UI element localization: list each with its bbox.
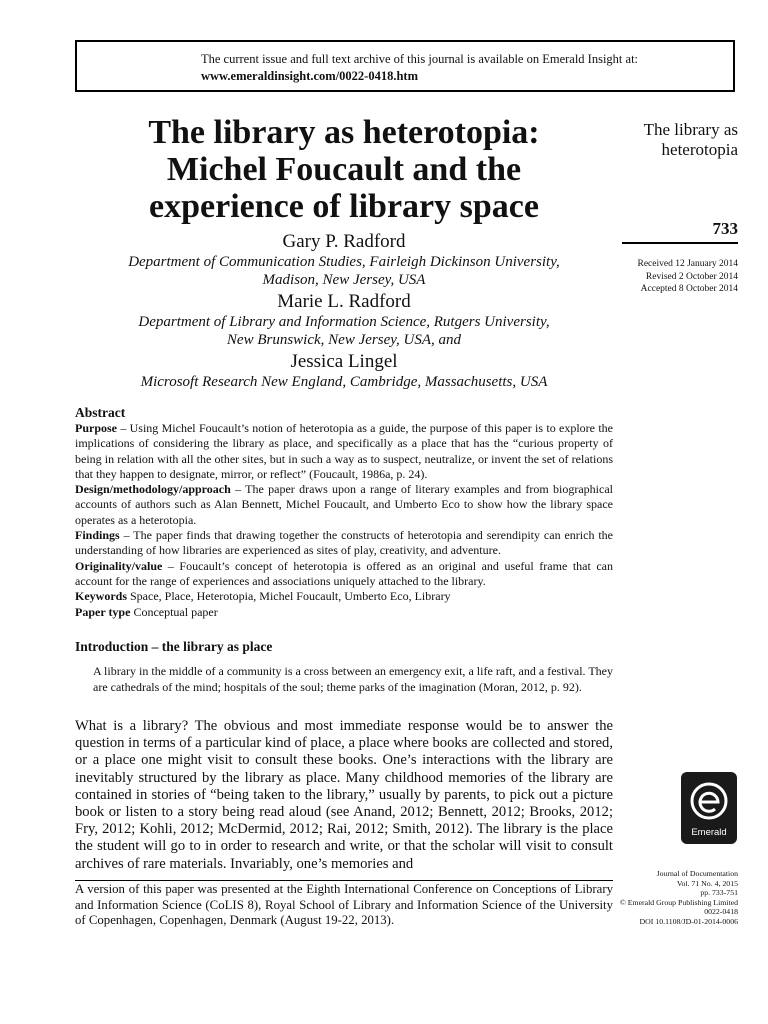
abstract-label: Purpose [75,421,117,435]
running-head-line: heterotopia [661,140,738,159]
journal-doi[interactable]: DOI 10.1108/JD-01-2014-0006 [639,916,738,926]
archive-notice-url[interactable]: www.emeraldinsight.com/0022-0418.htm [201,69,418,83]
revised-date: Revised 2 October 2014 [645,271,738,282]
author-affiliation: New Brunswick, New Jersey, USA, and [226,332,462,348]
abstract-keywords [75,589,613,604]
author-affiliation: Madison, New Jersey, USA [262,272,426,288]
paper-title-line: The library as heterotopia: [148,114,540,151]
abstract-label: Findings [75,528,120,543]
author-name: Marie L. Radford [277,291,411,312]
abstract-text: – The paper finds that drawing together the constructs of heterotopia and serendipity can enrich the understanding of how libraries are experienced as sites of play, creativity, and adventure. [75,528,613,558]
paper-title [75,114,613,225]
archive-notice-text: The current issue and full text archive of this journal is available on Emerald Insight at: [201,52,639,66]
archive-notice-box [75,40,735,92]
abstract-text: Conceptual paper [130,604,218,619]
page-number: 733 [712,219,738,238]
author-entry [75,351,613,391]
journal-issn: 0022-0418 [704,907,738,917]
journal-info [598,869,738,927]
abstract-text: – Using Michel Foucault’s notion of heterotopia as a guide, the purpose of this paper is to explore the implications of considering the library as place, and specifically as a place that has the “curious property of being in relation with all the other sites, but in such a way as to suspect, neutralize, or invent the set of relations that they happen to designate, mirror, or reflect” (Foucault, 1986a, p. 24). [75,421,613,481]
abstract-purpose [75,421,613,482]
abstract-originality [75,559,613,590]
accepted-date: Accepted 8 October 2014 [640,284,738,294]
abstract-text: Space, Place, Heterotopia, Michel Foucault, Umberto Eco, Library [127,589,451,604]
author-affiliation: Department of Library and Information Science, Rutgers University, [138,314,550,330]
author-affiliation: Microsoft Research New England, Cambridge, Massachusetts, USA [140,374,548,390]
abstract-paper-type [75,605,613,620]
abstract-text: – The paper draws upon a range of literary examples and from biographical accounts of authors such as Alan Bennett, Michel Foucault, and Umberto Eco to show how the library space operates as a heterotopia. [75,482,613,527]
author-name: Gary P. Radford [282,231,406,252]
page-number-rule [622,242,738,244]
emerald-logo-text: Emerald [691,827,727,838]
emerald-logo [681,772,737,844]
running-head [620,120,738,160]
journal-copyright: © Emerald Group Publishing Limited [619,897,738,907]
abstract-label: Keywords [75,589,127,604]
abstract-label: Design/methodology/approach [75,482,231,497]
author-name: Jessica Lingel [290,351,398,372]
paper-title-line: experience of library space [149,188,539,225]
abstract-text: – Foucault’s concept of heterotopia is offered as an original and useful frame that can account for the range of experiences and associations uniquely attached to the library. [75,558,613,588]
paper-title-line: Michel Foucault and the [166,151,522,188]
title-block [75,114,613,391]
section-heading: Introduction – the library as place [75,639,273,654]
journal-pages: pp. 733-751 [700,888,738,898]
running-head-line: The library as [643,120,738,139]
received-date: Received 12 January 2014 [637,259,738,269]
abstract-heading: Abstract [75,405,126,420]
abstract-label: Originality/value [75,558,163,573]
author-affiliation: Department of Communication Studies, Fairleigh Dickinson University, [128,254,560,270]
abstract-body [75,421,613,620]
epigraph-quote: A library in the middle of a community is a cross between an emergency exit, a life raft, and a festival. They are cathedrals of the mind; hospitals of the soul; theme parks of the imagination (Moran, 2012, p. 92). [93,664,613,694]
footnote-rule [75,880,613,881]
submission-dates [600,258,738,296]
author-entry [75,231,613,289]
emerald-e-icon [689,780,729,822]
journal-name: Journal of Documentation [656,869,738,878]
abstract-label: Paper type [75,604,131,619]
body-paragraph: What is a library? The obvious and most immediate response would be to answer the question in terms of a particular kind of place, a place where books are collected and stored, or a place one might visit to consult these books. One’s interactions with the library are inevitably structured by the library as place. Many childhood memories of the library are contained in stories of “being taken to the library,” usually by parents, to pick out a picture book or listen to a story being read aloud (see Anand, 2012; Bennett, 2012; Brooks, 2012; Fry, 2012; Kohli, 2012; McDermid, 2012; Rai, 2012; Smith, 2012). The library is the place the student will go to in order to research and write, or that the scholar will visit to consult archives of rare materials. Invariably, one’s memories and [75,718,613,872]
abstract-design [75,482,613,528]
footnote: A version of this paper was presented at the Eighth International Conference on Conceptions of Library and Information Science (CoLIS 8), Royal School of Library and Information Science of the University of Copenhagen, Copenhagen, Denmark (August 19-22, 2013). [75,882,613,927]
journal-volume: Vol. 71 No. 4, 2015 [676,878,738,888]
abstract-findings [75,528,613,559]
author-entry [75,291,613,349]
